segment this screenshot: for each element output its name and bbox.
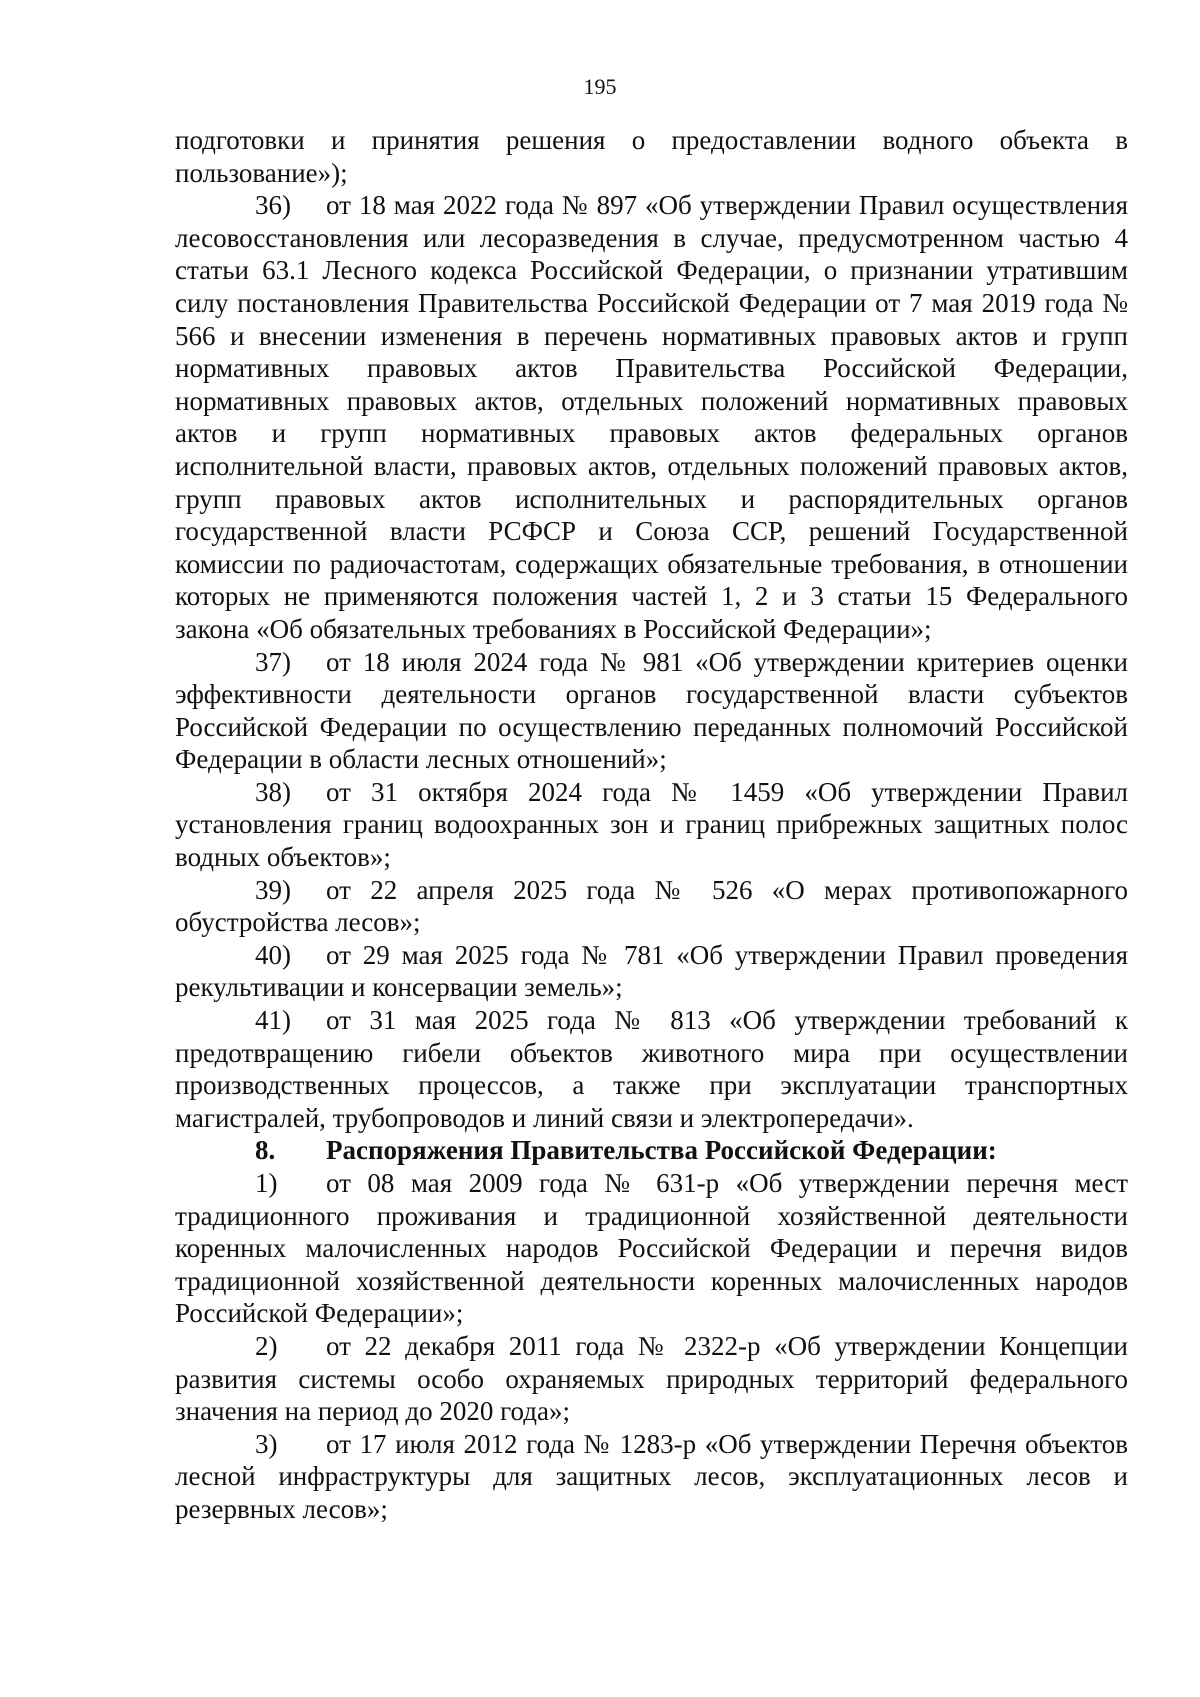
item-number: 40) [255,939,291,970]
item-text: от 18 мая 2022 года № 897 «Об утверждении Правил осуществления лесовосстановления или лесоразведения в случае, предусмотренном частью 4 статьи 63.1 Лесного кодекса Российской Федерации, о признании утратившим силу постановления Правительства Российской Федерации от 7 мая 2019 года № 566 и внесении изменения в перечень нормативных правовых актов и групп нормативных правовых актов Правительства Российской Федерации, нормативных правовых актов, отдельных положений нормативных правовых актов и групп нормативных правовых актов федеральных органов исполнительной власти, правовых актов, отдельных положений правовых актов, групп правовых актов исполнительных и распорядительных органов государственной власти РСФСР и Союза ССР, решений Государственной комиссии по радиочастотам, содержащих обязательные требования, в отношении которых не применяются положения частей 1, 2 и 3 статьи 15 Федерального закона «Об обязательных требованиях в Российской Федерации»; [175,190,1128,644]
item-text: от 29 мая 2025 года № 781 «Об утверждении Правил проведения рекультивации и консервации земель»; [175,939,1128,1003]
item-text: от 22 апреля 2025 года № 526 «О мерах противопожарного обустройства лесов»; [175,874,1128,938]
item-number: 38) [255,776,291,807]
list-item-36 [175,189,1128,645]
continuation-paragraph: подготовки и принятия решения о предоставлении водного объекта в пользование»); [175,125,1128,188]
item-text: от 17 июля 2012 года № 1283-р «Об утверждении Перечня объектов лесной инфраструктуры для защитных лесов, эксплуатационных лесов и резервных лесов»; [175,1428,1128,1524]
list-item-1 [175,1167,1128,1330]
item-number: 1) [255,1168,278,1198]
section-number: 8. [255,1135,276,1166]
list-item-2 [175,1330,1128,1428]
item-number: 41) [255,1005,291,1036]
item-text: от 31 мая 2025 года № 813 «Об утверждении требований к предотвращению гибели объектов животного мира при осуществлении производственных процессов, а также при эксплуатации транспортных магистралей, трубопроводов и линий связи и электропередачи». [175,1005,1128,1133]
section-heading [175,1134,1128,1167]
document-body [175,124,1128,1526]
list-item-3 [175,1428,1128,1526]
item-text: от 18 июля 2024 года № 981 «Об утверждении критериев оценки эффективности деятельности органов государственной власти субъектов Российской Федерации по осуществлению переданных полномочий Российской Федерации в области лесных отношений»; [175,646,1128,775]
section-title: Распоряжения Правительства Российской Федерации: [326,1135,997,1166]
list-item-41 [175,1004,1128,1134]
page-number: 195 [583,74,617,99]
list-item-37 [175,646,1128,776]
item-text: от 22 декабря 2011 года № 2322-р «Об утверждении Концепции развития системы особо охраняемых природных территорий федерального значения на период до 2020 года»; [175,1330,1128,1427]
item-number: 37) [255,646,291,677]
list-item-39 [175,874,1128,939]
item-number: 2) [255,1330,278,1361]
list-item-38 [175,776,1128,874]
item-number: 39) [255,874,291,905]
item-text: от 31 октября 2024 года № 1459 «Об утверждении Правил установления границ водоохранных зон и границ прибрежных защитных полос водных объектов»; [175,776,1128,873]
item-text: от 08 мая 2009 года № 631-р «Об утверждении перечня мест традиционного проживания и традиционной хозяйственной деятельности коренных малочисленных народов Российской Федерации и перечня видов традиционной хозяйственной деятельности коренных малочисленных народов Российской Федерации»; [175,1168,1128,1329]
item-number: 36) [255,190,291,221]
item-number: 3) [255,1428,278,1459]
list-item-40 [175,939,1128,1004]
